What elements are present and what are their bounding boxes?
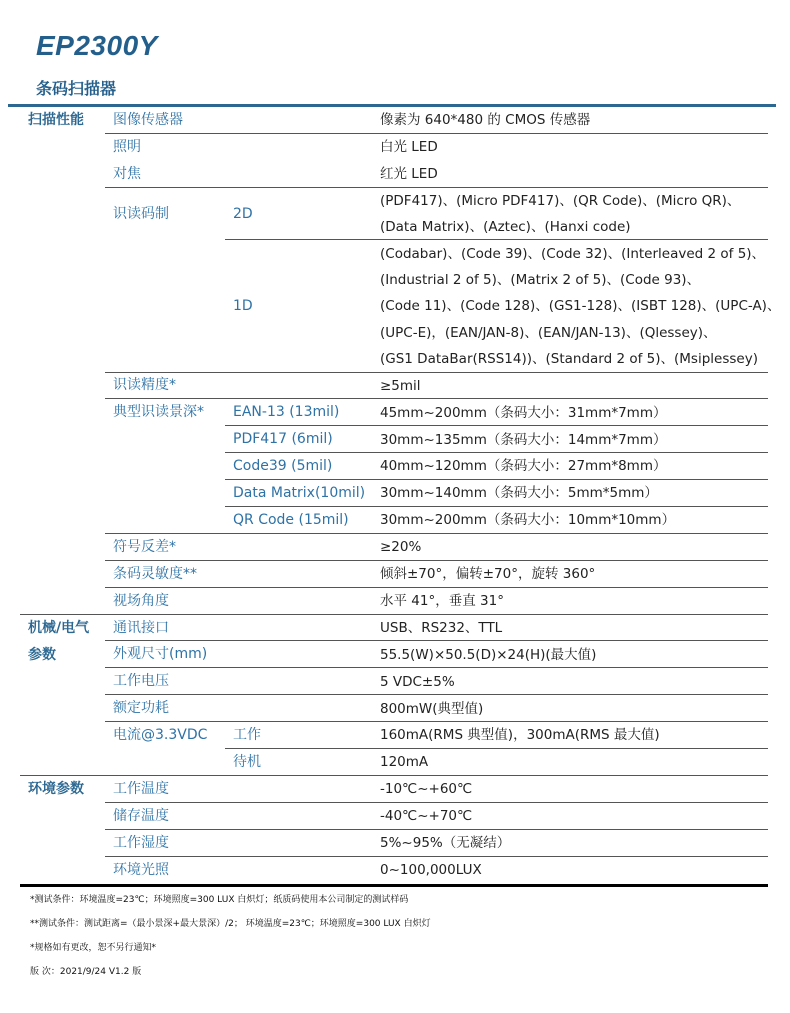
spec-sublabel: Data Matrix(10mil) xyxy=(233,485,366,502)
product-subtitle: 条码扫描器 xyxy=(36,79,117,98)
spec-value-line: 红光 LED xyxy=(380,166,438,183)
spec-label: 识读码制 xyxy=(113,205,169,222)
spec-value xyxy=(380,696,775,722)
spec-label: 环境光照 xyxy=(113,861,169,878)
spec-value-line: (GS1 DataBar(RSS14))、(Standard 2 of 5)、(Msiplessey) xyxy=(380,351,758,368)
spec-value xyxy=(380,830,775,856)
section-category: 扫描性能 xyxy=(28,112,84,128)
table-bottom-divider xyxy=(20,884,768,887)
spec-sublabel: 2D xyxy=(233,205,253,222)
spec-sublabel: Code39 (5mil) xyxy=(233,458,333,475)
section-category: 环境参数 xyxy=(28,781,84,797)
spec-label: 照明 xyxy=(113,138,141,155)
footnote-2: **测试条件：测试距离=（最小景深+最大景深）/2； 环境温度=23℃；环境照度=300 LUX 白炽灯 xyxy=(30,919,431,929)
spec-label: 储存温度 xyxy=(113,807,169,824)
spec-label: 电流@3.3VDC xyxy=(113,727,208,744)
table-row xyxy=(0,480,790,507)
table-row xyxy=(0,507,790,534)
spec-label: 条码灵敏度** xyxy=(113,565,197,582)
footnote-3: *规格如有更改，恕不另行通知* xyxy=(30,943,157,953)
product-title: EP2300Y xyxy=(36,30,158,61)
spec-label: 符号反差* xyxy=(113,538,176,555)
version-info: 版 次：2021/9/24 V1.2 版 xyxy=(30,967,142,977)
spec-value xyxy=(380,615,775,641)
table-row xyxy=(0,642,790,669)
spec-label: 识读精度* xyxy=(113,377,176,394)
spec-value xyxy=(380,480,775,506)
spec-value xyxy=(380,803,775,829)
spec-value xyxy=(380,107,775,133)
spec-value xyxy=(380,857,775,883)
spec-value xyxy=(380,161,775,187)
footnotes xyxy=(30,892,431,988)
spec-label: 通讯接口 xyxy=(113,619,169,636)
table-row xyxy=(0,107,790,134)
table-row xyxy=(0,373,790,400)
spec-value xyxy=(380,588,775,614)
table-row xyxy=(0,399,790,426)
spec-value-line: 倾斜±70°，偏转±70°，旋转 360° xyxy=(380,566,596,583)
spec-value-line: (UPC-E)，(EAN/JAN-8)、(EAN/JAN-13)、(Qlessey)、 xyxy=(380,324,717,341)
spec-sublabel: 工作 xyxy=(233,727,261,744)
section-category: 机械/电气参数 xyxy=(28,619,90,663)
spec-value-line: 白光 LED xyxy=(380,139,438,156)
spec-value xyxy=(380,561,775,587)
spec-label: 视场角度 xyxy=(113,592,169,609)
spec-sublabel: QR Code (15mil) xyxy=(233,511,349,528)
spec-value xyxy=(380,507,775,533)
table-row xyxy=(0,161,790,188)
spec-value-line: 45mm~200mm（条码大小：31mm*7mm） xyxy=(380,404,667,421)
table-row xyxy=(0,534,790,561)
spec-value-line: 40mm~120mm（条码大小：27mm*8mm） xyxy=(380,458,667,475)
spec-value xyxy=(380,453,775,479)
spec-value-line: 5 VDC±5% xyxy=(380,673,455,690)
spec-value xyxy=(380,749,775,775)
spec-value xyxy=(380,776,775,802)
table-row xyxy=(0,561,790,588)
spec-value xyxy=(380,373,775,399)
spec-sublabel: EAN-13 (13mil) xyxy=(233,404,340,421)
spec-label: 工作电压 xyxy=(113,673,169,690)
spec-label: 图像传感器 xyxy=(113,111,183,128)
spec-value xyxy=(380,427,775,453)
spec-label: 对焦 xyxy=(113,165,141,182)
spec-value-line: USB、RS232、TTL xyxy=(380,619,503,636)
spec-label: 工作温度 xyxy=(113,780,169,797)
spec-value xyxy=(380,642,775,668)
spec-value-line: 55.5(W)×50.5(D)×24(H)(最大值) xyxy=(380,646,597,663)
table-row xyxy=(0,188,790,241)
table-row xyxy=(0,857,790,884)
table-row xyxy=(0,803,790,830)
table-row xyxy=(0,134,790,161)
table-row xyxy=(0,453,790,480)
spec-label: 外观尺寸(mm) xyxy=(113,646,208,663)
spec-value-line: -10℃~+60℃ xyxy=(380,781,473,798)
spec-value xyxy=(380,134,775,160)
spec-value-line: (Codabar)、(Code 39)、(Code 32)、(Interleaved 2 of 5)、 xyxy=(380,245,766,262)
spec-value xyxy=(380,241,781,373)
spec-value-line: 800mW(典型值) xyxy=(380,700,484,717)
table-row xyxy=(0,749,790,776)
table-row xyxy=(0,588,790,615)
spec-value-line: 120mA xyxy=(380,754,429,771)
spec-value-line: 30mm~140mm（条码大小：5mm*5mm） xyxy=(380,485,658,502)
table-row xyxy=(0,426,790,453)
table-row xyxy=(0,668,790,695)
spec-sublabel: 待机 xyxy=(233,754,261,771)
spec-label: 典型识读景深* xyxy=(113,404,204,421)
spec-value xyxy=(380,722,775,748)
spec-value xyxy=(380,534,775,560)
table-row xyxy=(0,695,790,722)
spec-value xyxy=(380,669,775,695)
table-row xyxy=(0,776,790,803)
spec-value xyxy=(380,400,775,426)
spec-value-line: -40℃~+70℃ xyxy=(380,808,473,825)
spec-value-line: (Data Matrix)、(Aztec)、(Hanxi code) xyxy=(380,219,631,236)
spec-label: 额定功耗 xyxy=(113,700,169,717)
spec-value-line: (Industrial 2 of 5)、(Matrix 2 of 5)、(Code 93)、 xyxy=(380,271,701,288)
table-row xyxy=(0,830,790,857)
spec-value xyxy=(380,188,775,241)
table-row xyxy=(0,241,790,373)
spec-sublabel: 1D xyxy=(233,298,253,314)
spec-value-line: 像素为 640*480 的 CMOS 传感器 xyxy=(380,112,591,129)
table-row xyxy=(0,722,790,749)
footnote-1: *测试条件：环境温度=23℃；环境照度=300 LUX 白炽灯；纸质码使用本公司制定的测试样码 xyxy=(30,895,409,905)
spec-value-line: 30mm~200mm（条码大小：10mm*10mm） xyxy=(380,512,676,529)
spec-value-line: 160mA(RMS 典型值)，300mA(RMS 最大值) xyxy=(380,727,660,744)
spec-sublabel: PDF417 (6mil) xyxy=(233,431,333,448)
spec-value-line: 5%~95%（无凝结） xyxy=(380,835,511,852)
spec-value-line: (Code 11)、(Code 128)、(GS1-128)、(ISBT 128)、(UPC-A)、 xyxy=(380,298,781,315)
spec-value-line: 水平 41°，垂直 31° xyxy=(380,592,504,609)
spec-value-line: ≥20% xyxy=(380,539,422,556)
spec-value-line: 0~100,000LUX xyxy=(380,861,482,878)
spec-value-line: 30mm~135mm（条码大小：14mm*7mm） xyxy=(380,431,667,448)
spec-label: 工作湿度 xyxy=(113,834,169,851)
spec-value-line: ≥5mil xyxy=(380,377,421,394)
spec-value-line: (PDF417)、(Micro PDF417)、(QR Code)、(Micro QR)、 xyxy=(380,192,741,209)
